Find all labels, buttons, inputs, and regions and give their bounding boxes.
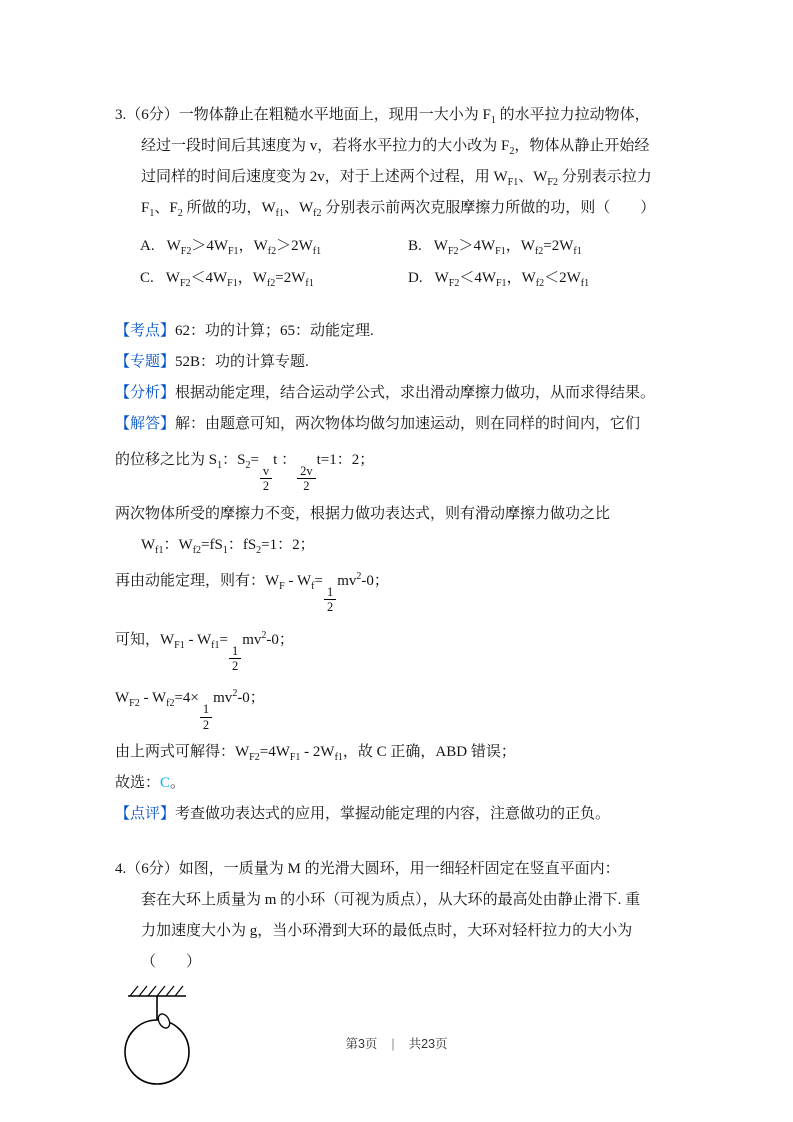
page-footer [0, 1034, 793, 1052]
fraction: $\frac{1}{2}$ [200, 702, 212, 732]
page-content [115, 100, 687, 1097]
fraction: $\frac{v}{2}$ [260, 464, 272, 494]
section-label: 【考点】 [115, 323, 176, 339]
ceiling-hatch [130, 986, 183, 996]
option-c [140, 262, 408, 294]
option-b-text: $W_{F2}>4W_{F1}$，$W_{f2}=2W_{f1}$ [433, 238, 582, 257]
option-b-label: B. [408, 238, 422, 254]
text-line [115, 530, 687, 561]
answer-letter: C [160, 775, 171, 791]
line-text: 再由动能定理，则有：$W_F - W_f=$ $\frac{1}{2}$ $mv^2-0$； [115, 570, 389, 615]
small-ring [156, 1012, 172, 1030]
text-line [115, 947, 687, 978]
text-line [115, 620, 687, 679]
line-text: 由上两式可解得：$W_{F2}=4W_{F1} - 2W_{f1}$，故 C 正确，ABD 错误； [115, 744, 516, 763]
option-d-label: D. [408, 270, 423, 286]
line-text: 的位移之比为 $S_1$：$S_2=$ $\frac{v}{2}$ t ： $\frac{2v}{2}$ t=1：2； [115, 452, 375, 494]
line-text: 故选：C。 [115, 775, 186, 791]
line-text: 52B：功的计算专题. [175, 354, 309, 370]
line-text: 根据动能定理，结合运动学公式，求出滑动摩擦力做功，从而求得结果。 [175, 385, 656, 401]
footer-page-number: 第3页 [345, 1037, 378, 1051]
option-c-label: C. [140, 270, 154, 286]
footer-separator: | [391, 1037, 395, 1051]
line-text: 可知，$W_{F1} - W_{f1}=$ $\frac{1}{2}$ $mv^2-0$； [115, 629, 294, 673]
text-line [115, 409, 687, 440]
line-text: 经过一段时间后其速度为 v，若将水平拉力的大小改为 $F_2$，物体从静止开始经 [141, 138, 650, 157]
text-line [115, 378, 687, 409]
text-line [115, 193, 687, 224]
text-line [115, 737, 687, 768]
section-label: 【专题】 [115, 354, 176, 370]
line-text: 过同样的时间后速度变为 2v，对于上述两个过程，用 $W_{F1}$、$W_{F2}$ 分别表示拉力 [141, 169, 652, 188]
text-line [115, 100, 687, 131]
section-label: 【分析】 [115, 385, 176, 401]
section-label: 【解答】 [115, 416, 176, 432]
answer-section [115, 316, 687, 830]
text-line [115, 768, 687, 799]
text-line [115, 854, 687, 885]
text-line [115, 131, 687, 162]
line-text: $F_1$、$F_2$ 所做的功，$W_{f1}$、$W_{f2}$ 分别表示前两次克服摩擦力所做的功，则（ ） [141, 200, 656, 219]
line-text: $W_{F2} - W_{f2}=4\times$ $\frac{1}{2}$ $mv^2-0$； [115, 688, 265, 732]
section-label: 【点评】 [115, 806, 176, 822]
line-text: 62：功的计算；65：动能定理. [175, 323, 374, 339]
question-3-stem [115, 100, 687, 224]
question-3-options [115, 230, 687, 294]
text-line [115, 799, 687, 830]
text-line [115, 347, 687, 378]
fraction: $\frac{1}{2}$ [229, 644, 241, 674]
option-d [408, 262, 687, 294]
line-text: 3.（6分）一物体静止在粗糙水平地面上，现用一大小为 $F_1$ 的水平拉力拉动物体， [115, 107, 650, 126]
question-3 [115, 100, 687, 294]
fraction: $\frac{2v}{2}$ [297, 464, 316, 494]
text-line [115, 885, 687, 916]
option-b [408, 230, 687, 262]
text-line [115, 916, 687, 947]
text-line [115, 162, 687, 193]
question-4-stem [115, 854, 687, 978]
option-c-text: $W_{F2}<4W_{F1}$，$W_{f2}=2W_{f1}$ [165, 270, 314, 289]
text-line [115, 499, 687, 530]
large-ring [125, 1020, 189, 1084]
text-line [115, 561, 687, 620]
option-a [140, 230, 408, 262]
line-text: 两次物体所受的摩擦力不变，根据力做功表达式，则有滑动摩擦力做功之比 [115, 505, 611, 522]
text-line [115, 316, 687, 347]
text-line [115, 678, 687, 737]
question-4 [115, 854, 687, 1097]
line-text: 解：由题意可知，两次物体均做匀加速运动，则在同样的时间内，它们 [175, 416, 641, 432]
line-text: $W_{f1}$：$W_{f2}=fS_1$：$fS_2=1$：2； [141, 536, 315, 556]
fraction: $\frac{1}{2}$ [324, 585, 336, 615]
line-text: 力加速度大小为 g，当小环滑到大环的最低点时，大环对轻杆拉力的大小为 [141, 923, 633, 939]
option-a-label: A. [140, 238, 155, 254]
footer-total-pages: 共23页 [408, 1037, 448, 1051]
option-a-text: $W_{F2}>4W_{F1}$，$W_{f2}>2W_{f1}$ [166, 238, 322, 257]
line-text: 套在大环上质量为 m 的小环（可视为质点），从大环的最高处由静止滑下. 重 [141, 892, 641, 908]
line-text: （ ） [141, 954, 202, 970]
line-text: 考查做功表达式的应用，掌握动能定理的内容，注意做功的正负。 [175, 806, 611, 822]
line-text: 4.（6分）如图，一质量为 M 的光滑大圆环，用一细轻杆固定在竖直平面内： [115, 861, 620, 877]
text-line [115, 440, 687, 499]
option-d-text: $W_{F2}<4W_{F1}$，$W_{f2}<2W_{f1}$ [434, 270, 590, 289]
